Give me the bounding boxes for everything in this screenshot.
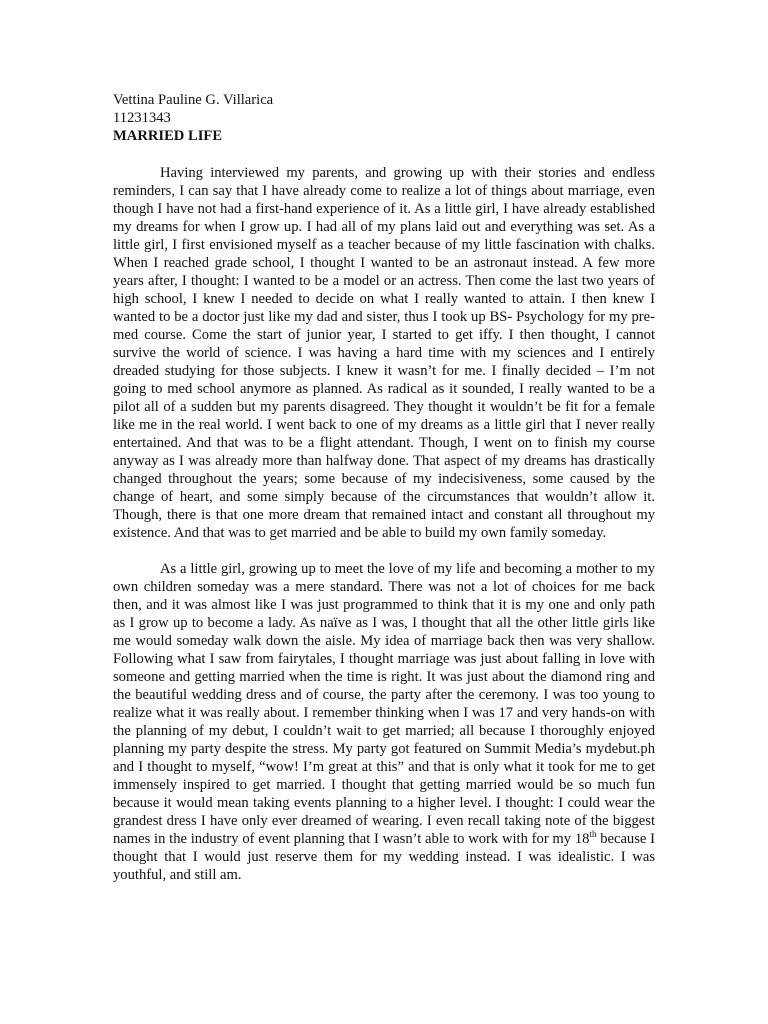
ordinal-superscript: th [589,829,597,840]
document-page [113,91,655,884]
author-name: Vettina Pauline G. Villarica [113,92,274,108]
body-paragraph-2 [113,560,655,884]
paragraph-2-text-end: because I thought that I would just reserve them for my wedding instead. I was idealistic. I was youthful, and still am. [113,831,656,883]
document-title: MARRIED LIFE [113,128,223,144]
body-paragraph-1: Having interviewed my parents, and growing up with their stories and endless reminders, I can say that I have already come to realize a lot of things about marriage, even though I have not had a first-hand experience of it. As a little girl, I have already established my dreams for when I grow up. I had all of my plans laid out and everything was set. As a little girl, I first envisioned myself as a teacher because of my little fascination with chalks. When I reached grade school, I thought I wanted to be an astronaut instead. A few more years after, I thought: I wanted to be a model or an actress. Then come the last two years of high school, I knew I needed to decide on what I really wanted to attain. I then knew I wanted to be a doctor just like my dad and sister, thus I took up BS- Psychology for my pre-med course. Come the start of junior year, I started to get iffy. I then thought, I cannot survive the world of science. I was having a hard time with my sciences and I entirely dreaded studying for those subjects. I knew it wasn’t for me. I finally decided – I’m not going to med school anymore as planned. As radical as it sounded, I really wanted to be a pilot all of a sudden but my parents disagreed. They thought it wouldn’t be fit for a female like me in the real world. I went back to one of my dreams as a little girl that I never really entertained. And that was to be a flight attendant. Though, I went on to finish my course anyway as I was already more than halfway done. That aspect of my dreams has drastically changed throughout the years; some because of my indecisiveness, some caused by the change of heart, and some simply because of the circumstances that wouldn’t allow it. Though, there is that one more dream that remained intact and constant all throughout my existence. And that was to get married and be able to build my own family someday. [113,165,655,541]
student-id: 11231343 [113,110,171,126]
paragraph-2-text-start: As a little girl, growing up to meet the love of my life and becoming a mother to my own children someday was a mere standard. There was not a lot of choices for me back then, and it was almost like I was just programmed to think that it is my one and only path as I grow up to become a lady. As naïve as I was, I thought that all the other little girls like me would someday walk down the aisle. My idea of marriage back then was very shallow. Following what I saw from fairytales, I thought marriage was just about falling in love with someone and getting married when the time is right. It was just about the diamond ring and the beautiful wedding dress and of course, the party after the ceremony. I was too young to realize what it was really about. I remember thinking when I was 17 and very hands-on with the planning of my debut, I couldn’t wait to get married; all because I thoroughly enjoyed planning my party despite the stress. My party got featured on Summit Media’s mydebut.ph and I thought to myself, “wow! I’m great at this” and that is only what it took for me to get immensely inspired to get married. I thought that getting married would be so much fun because it would mean taking events planning to a higher level. I thought: I could wear the grandest dress I have only ever dreamed of wearing. I even recall taking note of the biggest names in the industry of event planning that I wasn’t able to work with for my 18 [113,561,655,847]
